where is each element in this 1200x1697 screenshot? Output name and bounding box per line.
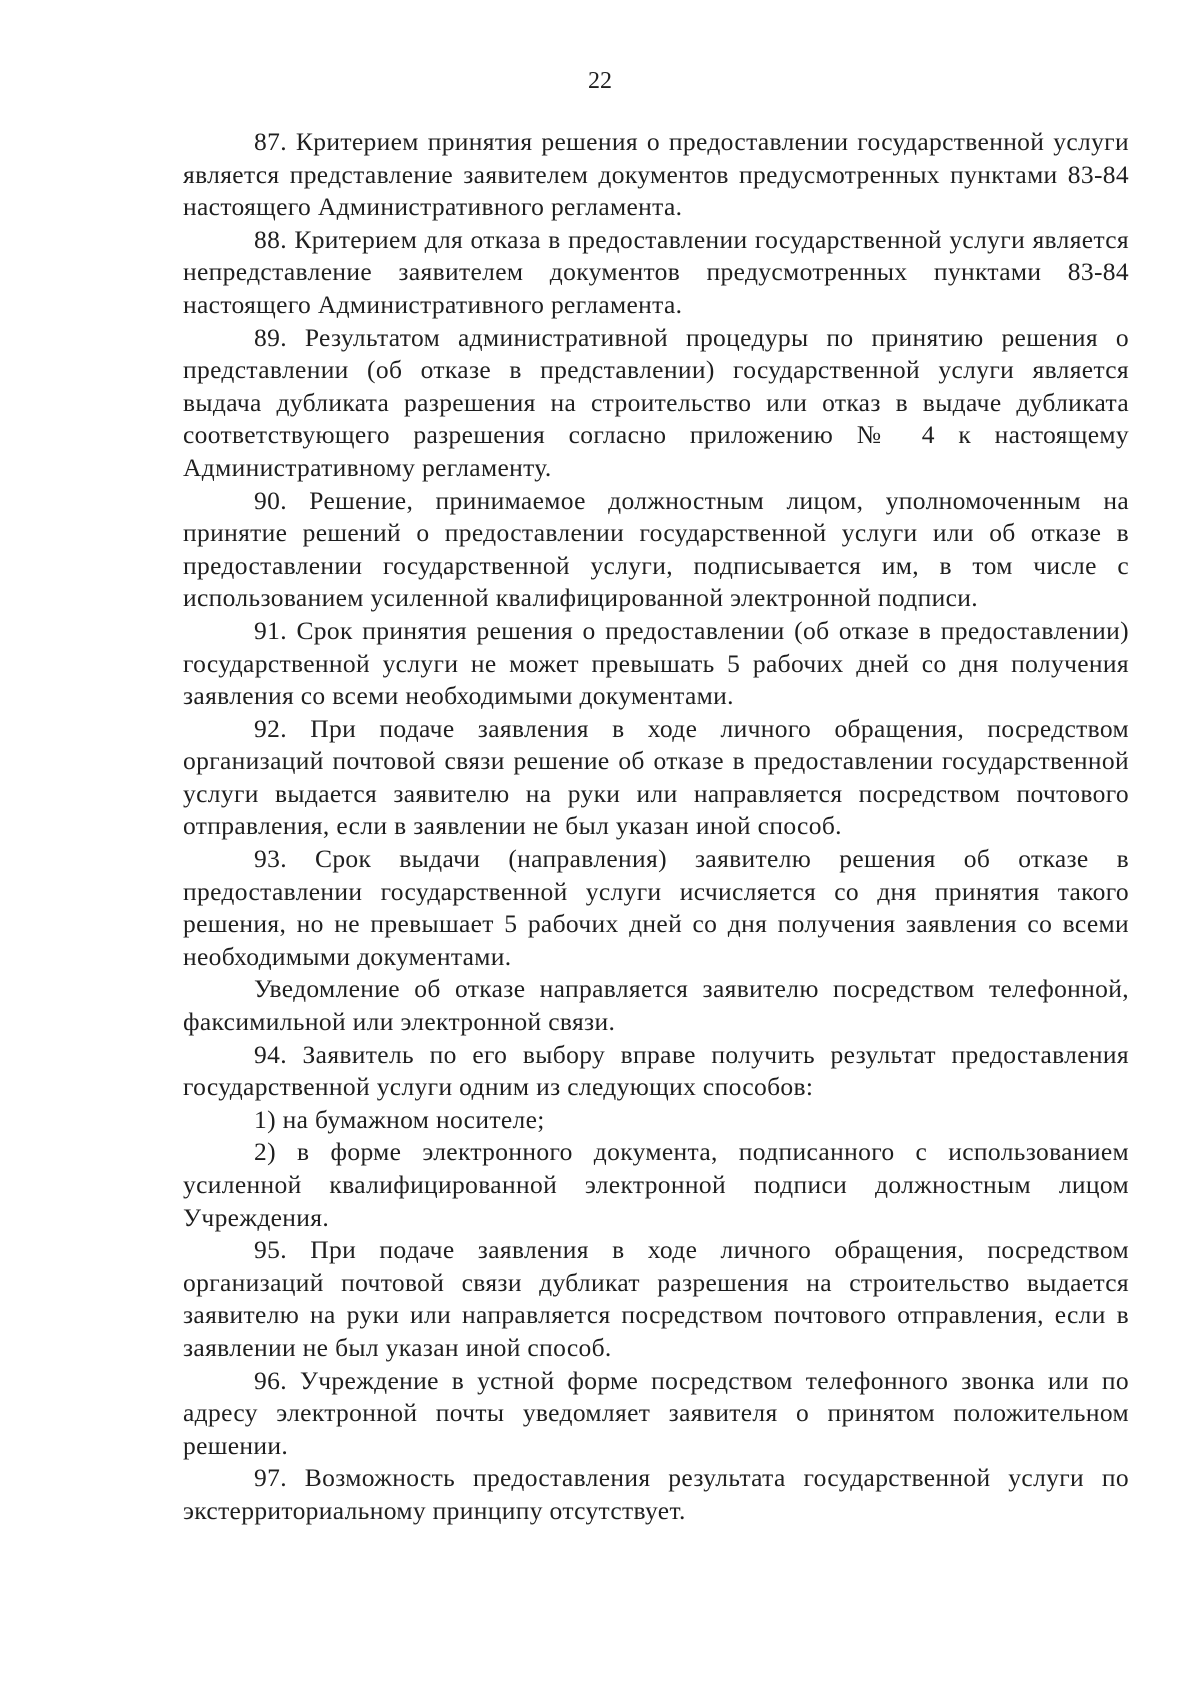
paragraph-89: 89. Результатом административной процедуры по принятию решения о представлении (об отказе в представлении) государственной услуги является выдача дубликата разрешения на строительство или отказ в выдаче дубликата соответствующего разрешения согласно приложению № 4 к настоящему Административному регламенту. xyxy=(183,322,1129,482)
paragraph-87: 87. Критерием принятия решения о предоставлении государственной услуги является представление заявителем документов предусмотренных пунктами 83-84 настоящего Административного регламента. xyxy=(183,127,1129,222)
page-number: 22 xyxy=(588,68,612,94)
paragraph-96: 96. Учреждение в устной форме посредством телефонного звонка или по адресу электронной почты уведомляет заявителя о принятом положительном решении. xyxy=(183,1365,1129,1460)
paragraph-97: 97. Возможность предоставления результата государственной услуги по экстерриториальному принципу отсутствует. xyxy=(183,1463,1129,1525)
paragraph-94: 94. Заявитель по его выбору вправе получить результат предоставления государственной услуги одним из следующих способов: xyxy=(183,1039,1129,1102)
paragraph-notification: Уведомление об отказе направляется заявителю посредством телефонной, факсимильной или электронной связи. xyxy=(183,974,1129,1037)
document-body xyxy=(183,126,1129,1528)
paragraph-93: 93. Срок выдачи (направления) заявителю решения об отказе в предоставлении государственной услуги исчисляется со дня принятия такого решения, но не превышает 5 рабочих дней со дня получения заявления со всеми необходимыми документами. xyxy=(183,844,1129,971)
paragraph-91: 91. Срок принятия решения о предоставлении (об отказе в предоставлении) государственной услуги не может превышать 5 рабочих дней со дня получения заявления со всеми необходимыми документами. xyxy=(183,615,1129,711)
paragraph-88: 88. Критерием для отказа в предоставлении государственной услуги является непредставление заявителем документов предусмотренных пунктами 83-84 настоящего Административного регламента. xyxy=(183,224,1129,319)
paragraph-95: 95. При подаче заявления в ходе личного обращения, посредством организаций почтовой связи дубликат разрешения на строительство выдается заявителю на руки или направляется посредством почтового отправления, если в заявлении не был указан иной способ. xyxy=(183,1235,1129,1362)
paragraph-90: 90. Решение, принимаемое должностным лицом, уполномоченным на принятие решений о предоставлении государственной услуги или об отказе в предоставлении государственной услуги, подписывается им, в том числе с использованием усиленной квалифицированной электронной подписи. xyxy=(183,485,1129,613)
list-item-paper: 1) на бумажном носителе; xyxy=(254,1104,545,1134)
list-item-electronic: 2) в форме электронного документа, подписанного с использованием усиленной квалифицированной электронной подписи должностным лицом Учреждения. xyxy=(183,1137,1129,1232)
paragraph-92: 92. При подаче заявления в ходе личного обращения, посредством организаций почтовой связи решение об отказе в предоставлении государственной услуги выдается заявителю на руки или направляется посредством почтового отправления, если в заявлении не был указан иной способ. xyxy=(183,713,1129,841)
